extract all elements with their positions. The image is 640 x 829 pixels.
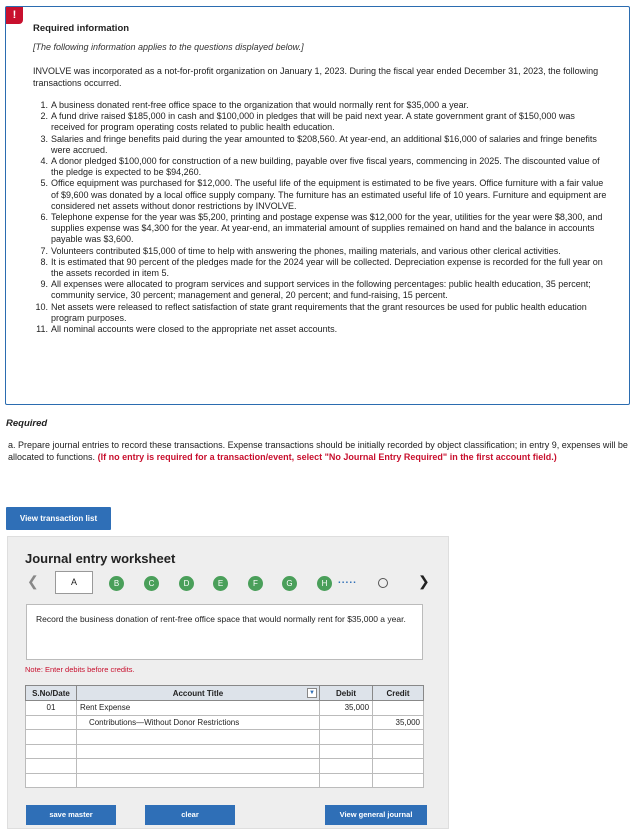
list-item: 8. It is estimated that 90 percent of the pledges made for the 2024 year will be collected. Depreciation expense is recorded for the full year on the assets recorded in item 5. [40,256,603,279]
tab-b[interactable]: B [109,576,124,591]
alert-icon: ! [6,7,23,24]
save-master-button[interactable]: save master [26,805,116,825]
journal-entry-table [25,685,424,788]
tab-d[interactable]: D [179,576,194,591]
list-item: 7. Volunteers contributed $15,000 of time to help with answering the phones, mailing materials, and various other clerical activities. [40,245,561,256]
info-heading: Required information [33,23,130,34]
account-cell[interactable]: Contributions—Without Donor Restrictions [76,715,319,730]
account-cell[interactable] [76,730,319,745]
date-cell[interactable] [26,715,77,730]
transaction-prompt: Record the business donation of rent-free office space that would normally rent for $35,000 a year. [26,604,423,660]
list-item: 3. Salaries and fringe benefits paid during the year amounted to $208,560. At year-end, an additional $16,000 of salaries and fringe benefits were accrued. [40,133,597,155]
list-item: 9. All expenses were allocated to program services and support services in the following percentages: public health education, 35 percent; community service, 30 percent; management and general, 20 percent; and fund-raising, 15 percent. [40,279,591,301]
date-cell[interactable] [26,744,77,759]
debit-cell[interactable] [319,744,372,759]
credit-cell[interactable] [373,759,424,774]
tab-last-circle-icon[interactable] [378,578,388,588]
date-cell[interactable] [26,730,77,745]
info-intro: INVOLVE was incorporated as a not-for-profit organization on January 1, 2023. During the fiscal year ended December 31, 2023, the following transactions occurred. [33,66,599,88]
date-cell[interactable]: 01 [26,701,77,716]
list-item: 1. A business donated rent-free office space to the organization that would normally rent for $35,000 a year. [40,100,469,110]
tab-e[interactable]: E [213,576,228,591]
column-header-account: Account Title ▼ [76,686,319,701]
clear-button[interactable]: clear [145,805,235,825]
list-item: 5. Office equipment was purchased for $12,000. The useful life of the equipment is estimated to be five years. Office furniture with a fair value of $9,600 was donated by a local office supply company. The furniture has an estimated useful life of 10 years. Furniture and equipment are considered net assets without donor restrictions by INVOLVE. [40,178,607,211]
account-cell[interactable]: Rent Expense [76,701,319,716]
view-transaction-list-button[interactable]: View transaction list [6,507,111,530]
worksheet-title: Journal entry worksheet [25,551,176,566]
required-label: Required [6,418,48,429]
chevron-left-icon[interactable]: ❮ [27,573,39,589]
list-item: 10. Net assets were released to reflect satisfaction of state grant requirements that the grant resources be used for public health education program purposes. [35,301,587,323]
list-item: 11. All nominal accounts were closed to the appropriate net asset accounts. [36,324,338,335]
table-row [26,701,424,716]
tab-h[interactable]: H [317,576,332,591]
debit-cell[interactable] [319,730,372,745]
credit-cell[interactable] [373,744,424,759]
view-general-journal-button[interactable]: View general journal [325,805,427,825]
tab-f[interactable]: F [248,576,263,591]
debit-cell[interactable] [319,715,372,730]
dropdown-icon[interactable]: ▼ [307,688,317,698]
chevron-right-icon[interactable]: ❯ [418,573,430,589]
account-cell[interactable] [76,744,319,759]
info-note: [The following information applies to the questions displayed below.] [33,42,304,52]
credit-cell[interactable] [373,701,424,716]
debits-note: Note: Enter debits before credits. [25,665,135,674]
debit-cell[interactable] [319,759,372,774]
table-row [26,744,424,759]
date-cell[interactable] [26,773,77,788]
account-cell[interactable] [76,773,319,788]
list-item: 4. A donor pledged $100,000 for construction of a new building, payable over five fiscal years, commencing in 2025. The discounted value of the pledge is expected to be $94,260. [40,156,600,178]
debit-cell[interactable]: 35,000 [319,701,372,716]
table-row [26,759,424,774]
credit-cell[interactable] [373,773,424,788]
no-entry-instruction: (If no entry is required for a transaction/event, select "No Journal Entry Required" in the first account field.) [97,451,557,462]
journal-entry-worksheet [7,536,449,829]
required-information-panel [5,6,630,405]
table-row [26,715,424,730]
table-row [26,773,424,788]
tab-g[interactable]: G [282,576,297,591]
more-tabs-indicator: ..... [338,575,357,586]
tab-a[interactable]: A [55,571,93,594]
column-header-date: S.No/Date [26,686,77,701]
list-item: 2. A fund drive raised $185,000 in cash and $100,000 in pledges that will be paid next year. A state government grant of $150,000 was received for program operating costs related to public health education. [40,111,575,133]
column-header-debit: Debit [319,686,372,701]
list-item: 6. Telephone expense for the year was $5,200, printing and postage expense was $12,000 for the year, utilities for the year were $8,300, and supplies expense was $4,300 for the year. At year-end, an immaterial amount of supplies remained on hand and the balance in accounts payable was $3,600. [40,212,603,245]
date-cell[interactable] [26,759,77,774]
table-row [26,730,424,745]
tab-c[interactable]: C [144,576,159,591]
transaction-list [33,100,608,335]
debit-cell[interactable] [319,773,372,788]
credit-cell[interactable]: 35,000 [373,715,424,730]
account-cell[interactable] [76,759,319,774]
required-instructions: a. Prepare journal entries to record these transactions. Expense transactions should be initially recorded by object classification; in entry 9, expenses will be allocated to functions. (If no entry is required for a transaction/event, select "No Journal Entry Required" in the first account field.) [8,440,628,462]
column-header-credit: Credit [373,686,424,701]
credit-cell[interactable] [373,730,424,745]
